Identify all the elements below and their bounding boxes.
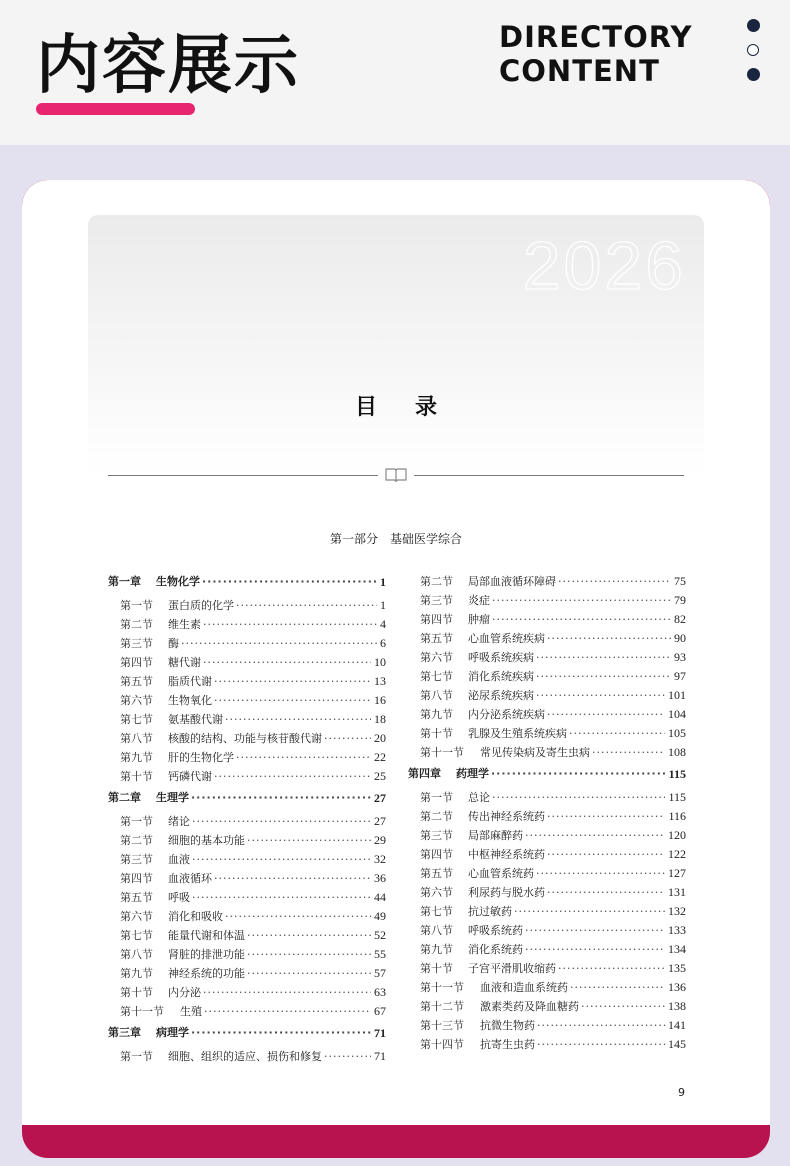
entry-page: 20 bbox=[374, 731, 386, 745]
entry-page: 75 bbox=[674, 574, 686, 588]
entry-label: 第一节 bbox=[420, 791, 453, 804]
entry-page: 71 bbox=[374, 1026, 386, 1040]
entry-page: 133 bbox=[668, 923, 686, 937]
entry-title: 抗寄生虫药 bbox=[480, 1038, 535, 1051]
entry-page: 116 bbox=[668, 809, 686, 823]
toc-section-entry bbox=[108, 907, 386, 926]
entry-title: 血液和造血系统药 bbox=[480, 981, 568, 994]
entry-label: 第十三节 bbox=[420, 1019, 464, 1032]
dot-leader bbox=[536, 686, 665, 705]
entry-page: 104 bbox=[668, 707, 686, 721]
entry-label: 第十四节 bbox=[420, 1038, 464, 1051]
entry-title: 病理学 bbox=[156, 1026, 189, 1039]
dot-leader bbox=[214, 691, 371, 710]
dot-leader bbox=[492, 591, 671, 610]
entry-title: 肿瘤 bbox=[468, 613, 490, 626]
entry-page: 18 bbox=[374, 712, 386, 726]
book-icon bbox=[384, 466, 408, 484]
dot-leader bbox=[536, 864, 665, 883]
dot-leader bbox=[203, 983, 371, 1002]
entry-title: 利尿药与脱水药 bbox=[468, 886, 545, 899]
toc-section-entry bbox=[108, 888, 386, 907]
entry-title: 生物氧化 bbox=[168, 694, 212, 707]
entry-label: 第四节 bbox=[420, 613, 453, 626]
entry-page: 13 bbox=[374, 674, 386, 688]
entry-title: 抗微生物药 bbox=[480, 1019, 535, 1032]
toc-section-entry bbox=[108, 615, 386, 634]
toc-section-entry bbox=[408, 743, 686, 762]
toc-section-entry bbox=[408, 921, 686, 940]
toc-section-entry bbox=[108, 748, 386, 767]
entry-label: 第五节 bbox=[120, 891, 153, 904]
entry-page: 127 bbox=[668, 866, 686, 880]
entry-label: 第四节 bbox=[420, 848, 453, 861]
entry-page: 27 bbox=[374, 814, 386, 828]
entry-label: 第四节 bbox=[120, 872, 153, 885]
entry-title: 维生素 bbox=[168, 618, 201, 631]
toc-section-entry bbox=[408, 978, 686, 997]
toc-section-entry bbox=[108, 634, 386, 653]
toc-section-entry bbox=[108, 729, 386, 748]
dot-leader bbox=[525, 940, 665, 959]
toc-section-entry bbox=[108, 653, 386, 672]
dot-leader bbox=[247, 831, 371, 850]
subtitle-line-2: CONTENT bbox=[499, 54, 660, 88]
dot-leader bbox=[581, 997, 665, 1016]
entry-page: 141 bbox=[668, 1018, 686, 1032]
entry-label: 第十二节 bbox=[420, 1000, 464, 1013]
toc-heading: 目录 bbox=[354, 395, 475, 420]
entry-title: 糖代谢 bbox=[168, 656, 201, 669]
dot-leader bbox=[525, 826, 665, 845]
entry-title: 乳腺及生殖系统疾病 bbox=[468, 727, 567, 740]
entry-page: 82 bbox=[674, 612, 686, 626]
toc-section-entry bbox=[408, 648, 686, 667]
entry-label: 第六节 bbox=[420, 886, 453, 899]
entry-title: 泌尿系统疾病 bbox=[468, 689, 534, 702]
entry-title: 钙磷代谢 bbox=[168, 770, 212, 783]
dot-leader bbox=[247, 945, 371, 964]
dot-leader bbox=[492, 610, 671, 629]
entry-page: 4 bbox=[380, 617, 386, 631]
toc-section-entry bbox=[108, 1047, 386, 1066]
toc-chapter-entry bbox=[108, 788, 386, 812]
entry-page: 145 bbox=[668, 1037, 686, 1051]
entry-page: 71 bbox=[374, 1049, 386, 1063]
entry-label: 第十一节 bbox=[120, 1005, 164, 1018]
entry-label: 第十一节 bbox=[420, 746, 464, 759]
toc-page bbox=[22, 180, 770, 1125]
dot-leader bbox=[214, 672, 371, 691]
entry-page: 1 bbox=[380, 598, 386, 612]
dot-leader bbox=[236, 748, 371, 767]
entry-page: 6 bbox=[380, 636, 386, 650]
entry-page: 27 bbox=[374, 791, 386, 805]
divider-left bbox=[108, 475, 378, 476]
entry-page: 36 bbox=[374, 871, 386, 885]
dot-leader bbox=[324, 729, 371, 748]
entry-label: 第六节 bbox=[120, 694, 153, 707]
toc-section-entry bbox=[108, 945, 386, 964]
toc-section-entry bbox=[408, 826, 686, 845]
entry-page: 57 bbox=[374, 966, 386, 980]
entry-page: 63 bbox=[374, 985, 386, 999]
dot-leader bbox=[569, 724, 665, 743]
entry-title: 局部麻醉药 bbox=[468, 829, 523, 842]
dot-leader bbox=[192, 888, 371, 907]
dot-indicator-3 bbox=[747, 68, 760, 81]
toc-section-entry bbox=[408, 864, 686, 883]
toc-header-box bbox=[88, 215, 704, 475]
entry-label: 第二章 bbox=[108, 791, 141, 804]
entry-label: 第十节 bbox=[420, 727, 453, 740]
dot-leader bbox=[592, 743, 665, 762]
dot-leader bbox=[491, 764, 666, 788]
entry-label: 第七节 bbox=[420, 670, 453, 683]
dot-leader bbox=[570, 978, 665, 997]
dot-leader bbox=[525, 921, 665, 940]
entry-title: 局部血液循环障碍 bbox=[468, 575, 556, 588]
dot-leader bbox=[536, 667, 671, 686]
toc-section-entry bbox=[108, 850, 386, 869]
toc-section-entry bbox=[408, 686, 686, 705]
entry-label: 第一节 bbox=[120, 599, 153, 612]
entry-label: 第三节 bbox=[420, 594, 453, 607]
entry-title: 生殖 bbox=[180, 1005, 202, 1018]
entry-page: 67 bbox=[374, 1004, 386, 1018]
entry-title: 消化系统疾病 bbox=[468, 670, 534, 683]
dot-leader bbox=[214, 869, 371, 888]
entry-label: 第八节 bbox=[420, 924, 453, 937]
entry-title: 蛋白质的化学 bbox=[168, 599, 234, 612]
dot-leader bbox=[558, 572, 671, 591]
toc-section-entry bbox=[408, 883, 686, 902]
entry-label: 第七节 bbox=[420, 905, 453, 918]
entry-page: 101 bbox=[668, 688, 686, 702]
entry-title: 氨基酸代谢 bbox=[168, 713, 223, 726]
entry-label: 第二节 bbox=[420, 810, 453, 823]
entry-label: 第十一节 bbox=[420, 981, 464, 994]
dot-indicator-1 bbox=[747, 19, 760, 32]
entry-title: 酶 bbox=[168, 637, 179, 650]
entry-title: 心血管系统疾病 bbox=[468, 632, 545, 645]
entry-title: 细胞、组织的适应、损伤和修复 bbox=[168, 1050, 322, 1063]
entry-title: 抗过敏药 bbox=[468, 905, 512, 918]
entry-page: 29 bbox=[374, 833, 386, 847]
entry-label: 第五节 bbox=[420, 867, 453, 880]
page-number: 9 bbox=[678, 1086, 685, 1099]
entry-label: 第十节 bbox=[120, 770, 153, 783]
entry-title: 激素类药及降血糖药 bbox=[480, 1000, 579, 1013]
entry-title: 消化系统药 bbox=[468, 943, 523, 956]
entry-label: 第七节 bbox=[120, 929, 153, 942]
entry-title: 细胞的基本功能 bbox=[168, 834, 245, 847]
toc-section-entry bbox=[108, 710, 386, 729]
entry-title: 能量代谢和体温 bbox=[168, 929, 245, 942]
dot-leader bbox=[192, 850, 371, 869]
dot-leader bbox=[547, 705, 665, 724]
entry-page: 79 bbox=[674, 593, 686, 607]
entry-page: 97 bbox=[674, 669, 686, 683]
entry-title: 常见传染病及寄生虫病 bbox=[480, 746, 590, 759]
toc-section-entry bbox=[408, 997, 686, 1016]
entry-page: 93 bbox=[674, 650, 686, 664]
entry-page: 115 bbox=[668, 767, 686, 781]
entry-label: 第一节 bbox=[120, 815, 153, 828]
dot-leader bbox=[558, 959, 665, 978]
toc-section-entry bbox=[408, 705, 686, 724]
entry-page: 132 bbox=[668, 904, 686, 918]
dot-indicator-2 bbox=[747, 44, 759, 56]
dot-leader bbox=[537, 1016, 665, 1035]
entry-page: 105 bbox=[668, 726, 686, 740]
entry-page: 10 bbox=[374, 655, 386, 669]
dot-leader bbox=[547, 629, 671, 648]
entry-title: 脂质代谢 bbox=[168, 675, 212, 688]
toc-section-entry bbox=[408, 807, 686, 826]
entry-title: 内分泌系统疾病 bbox=[468, 708, 545, 721]
entry-title: 肾脏的排泄功能 bbox=[168, 948, 245, 961]
toc-section-entry bbox=[108, 926, 386, 945]
entry-label: 第七节 bbox=[120, 713, 153, 726]
entry-title: 神经系统的功能 bbox=[168, 967, 245, 980]
dot-leader bbox=[191, 788, 371, 812]
accent-bar bbox=[36, 103, 195, 115]
entry-page: 138 bbox=[668, 999, 686, 1013]
entry-label: 第二节 bbox=[120, 618, 153, 631]
entry-label: 第五节 bbox=[420, 632, 453, 645]
toc-section-entry bbox=[108, 869, 386, 888]
entry-page: 16 bbox=[374, 693, 386, 707]
entry-label: 第九节 bbox=[120, 967, 153, 980]
dot-leader bbox=[492, 788, 665, 807]
dot-leader bbox=[514, 902, 665, 921]
entry-label: 第二节 bbox=[120, 834, 153, 847]
entry-page: 55 bbox=[374, 947, 386, 961]
dot-leader bbox=[547, 807, 665, 826]
toc-section-entry bbox=[408, 591, 686, 610]
entry-label: 第一节 bbox=[120, 1050, 153, 1063]
toc-section-entry bbox=[408, 845, 686, 864]
toc-section-entry bbox=[408, 959, 686, 978]
entry-page: 136 bbox=[668, 980, 686, 994]
dot-leader bbox=[203, 653, 371, 672]
entry-page: 120 bbox=[668, 828, 686, 842]
entry-label: 第三节 bbox=[120, 853, 153, 866]
dot-leader bbox=[192, 812, 371, 831]
entry-title: 呼吸 bbox=[168, 891, 190, 904]
toc-section-entry bbox=[408, 629, 686, 648]
entry-title: 药理学 bbox=[456, 767, 489, 780]
entry-page: 49 bbox=[374, 909, 386, 923]
entry-page: 1 bbox=[380, 575, 386, 589]
entry-label: 第八节 bbox=[120, 732, 153, 745]
toc-section-entry bbox=[108, 964, 386, 983]
toc-section-entry bbox=[108, 672, 386, 691]
toc-chapter-entry bbox=[108, 572, 386, 596]
entry-page: 108 bbox=[668, 745, 686, 759]
part-title: 第一部分 基础医学综合 bbox=[329, 532, 462, 546]
entry-title: 呼吸系统药 bbox=[468, 924, 523, 937]
toc-section-entry bbox=[408, 1016, 686, 1035]
toc-section-entry bbox=[108, 983, 386, 1002]
entry-title: 内分泌 bbox=[168, 986, 201, 999]
entry-label: 第五节 bbox=[120, 675, 153, 688]
entry-page: 22 bbox=[374, 750, 386, 764]
book-page-card bbox=[22, 180, 770, 1158]
entry-title: 肝的生物化学 bbox=[168, 751, 234, 764]
toc-section-entry bbox=[408, 788, 686, 807]
dot-leader bbox=[191, 1023, 371, 1047]
entry-label: 第三节 bbox=[420, 829, 453, 842]
dot-leader bbox=[537, 1035, 665, 1054]
dot-leader bbox=[324, 1047, 371, 1066]
toc-section-entry bbox=[108, 767, 386, 786]
toc-chapter-entry bbox=[408, 764, 686, 788]
entry-title: 传出神经系统药 bbox=[468, 810, 545, 823]
toc-section-entry bbox=[408, 667, 686, 686]
subtitle-en bbox=[499, 20, 692, 88]
entry-page: 134 bbox=[668, 942, 686, 956]
entry-label: 第十节 bbox=[420, 962, 453, 975]
entry-label: 第九节 bbox=[420, 943, 453, 956]
entry-title: 绪论 bbox=[168, 815, 190, 828]
dot-leader bbox=[225, 907, 371, 926]
entry-title: 炎症 bbox=[468, 594, 490, 607]
entry-title: 心血管系统药 bbox=[468, 867, 534, 880]
toc-column-left bbox=[108, 572, 386, 1066]
dot-leader bbox=[547, 845, 665, 864]
entry-label: 第八节 bbox=[420, 689, 453, 702]
entry-label: 第十节 bbox=[120, 986, 153, 999]
toc-section-entry bbox=[108, 812, 386, 831]
entry-label: 第一章 bbox=[108, 575, 141, 588]
header bbox=[0, 0, 790, 145]
toc-chapter-entry bbox=[108, 1023, 386, 1047]
entry-page: 52 bbox=[374, 928, 386, 942]
entry-title: 血液循环 bbox=[168, 872, 212, 885]
toc-section-entry bbox=[408, 1035, 686, 1054]
dot-leader bbox=[547, 883, 665, 902]
entry-title: 血液 bbox=[168, 853, 190, 866]
entry-title: 消化和吸收 bbox=[168, 910, 223, 923]
toc-section-entry bbox=[408, 902, 686, 921]
entry-title: 中枢神经系统药 bbox=[468, 848, 545, 861]
entry-label: 第四节 bbox=[120, 656, 153, 669]
toc-section-entry bbox=[408, 610, 686, 629]
toc-section-entry bbox=[408, 940, 686, 959]
toc-section-entry bbox=[108, 691, 386, 710]
dot-leader bbox=[236, 596, 377, 615]
dot-leader bbox=[203, 615, 377, 634]
entry-title: 核酸的结构、功能与核苷酸代谢 bbox=[168, 732, 322, 745]
entry-label: 第六节 bbox=[420, 651, 453, 664]
entry-label: 第六节 bbox=[120, 910, 153, 923]
entry-title: 子宫平滑肌收缩药 bbox=[468, 962, 556, 975]
year-watermark: 2026 bbox=[522, 228, 686, 304]
entry-label: 第四章 bbox=[408, 767, 441, 780]
entry-page: 131 bbox=[668, 885, 686, 899]
subtitle-line-1: DIRECTORY bbox=[499, 20, 693, 54]
toc-section-entry bbox=[108, 831, 386, 850]
dot-leader bbox=[181, 634, 377, 653]
entry-label: 第八节 bbox=[120, 948, 153, 961]
divider-right bbox=[414, 475, 684, 476]
dot-leader bbox=[225, 710, 371, 729]
entry-label: 第三节 bbox=[120, 637, 153, 650]
toc-column-right bbox=[408, 572, 686, 1054]
toc-section-entry bbox=[408, 724, 686, 743]
entry-title: 呼吸系统疾病 bbox=[468, 651, 534, 664]
page-title: 内容展示 bbox=[36, 29, 300, 103]
entry-page: 115 bbox=[668, 790, 686, 804]
dot-leader bbox=[214, 767, 371, 786]
toc-section-entry bbox=[408, 572, 686, 591]
dot-leader bbox=[202, 572, 377, 596]
entry-label: 第九节 bbox=[420, 708, 453, 721]
entry-page: 135 bbox=[668, 961, 686, 975]
dot-leader bbox=[247, 926, 371, 945]
entry-page: 32 bbox=[374, 852, 386, 866]
entry-title: 生理学 bbox=[156, 791, 189, 804]
entry-page: 25 bbox=[374, 769, 386, 783]
entry-page: 44 bbox=[374, 890, 386, 904]
toc-section-entry bbox=[108, 596, 386, 615]
entry-page: 90 bbox=[674, 631, 686, 645]
toc-section-entry bbox=[108, 1002, 386, 1021]
entry-label: 第三章 bbox=[108, 1026, 141, 1039]
entry-title: 总论 bbox=[468, 791, 490, 804]
entry-label: 第九节 bbox=[120, 751, 153, 764]
dot-leader bbox=[536, 648, 671, 667]
dot-leader bbox=[247, 964, 371, 983]
dot-leader bbox=[204, 1002, 371, 1021]
entry-title: 生物化学 bbox=[156, 575, 200, 588]
entry-label: 第二节 bbox=[420, 575, 453, 588]
entry-page: 122 bbox=[668, 847, 686, 861]
